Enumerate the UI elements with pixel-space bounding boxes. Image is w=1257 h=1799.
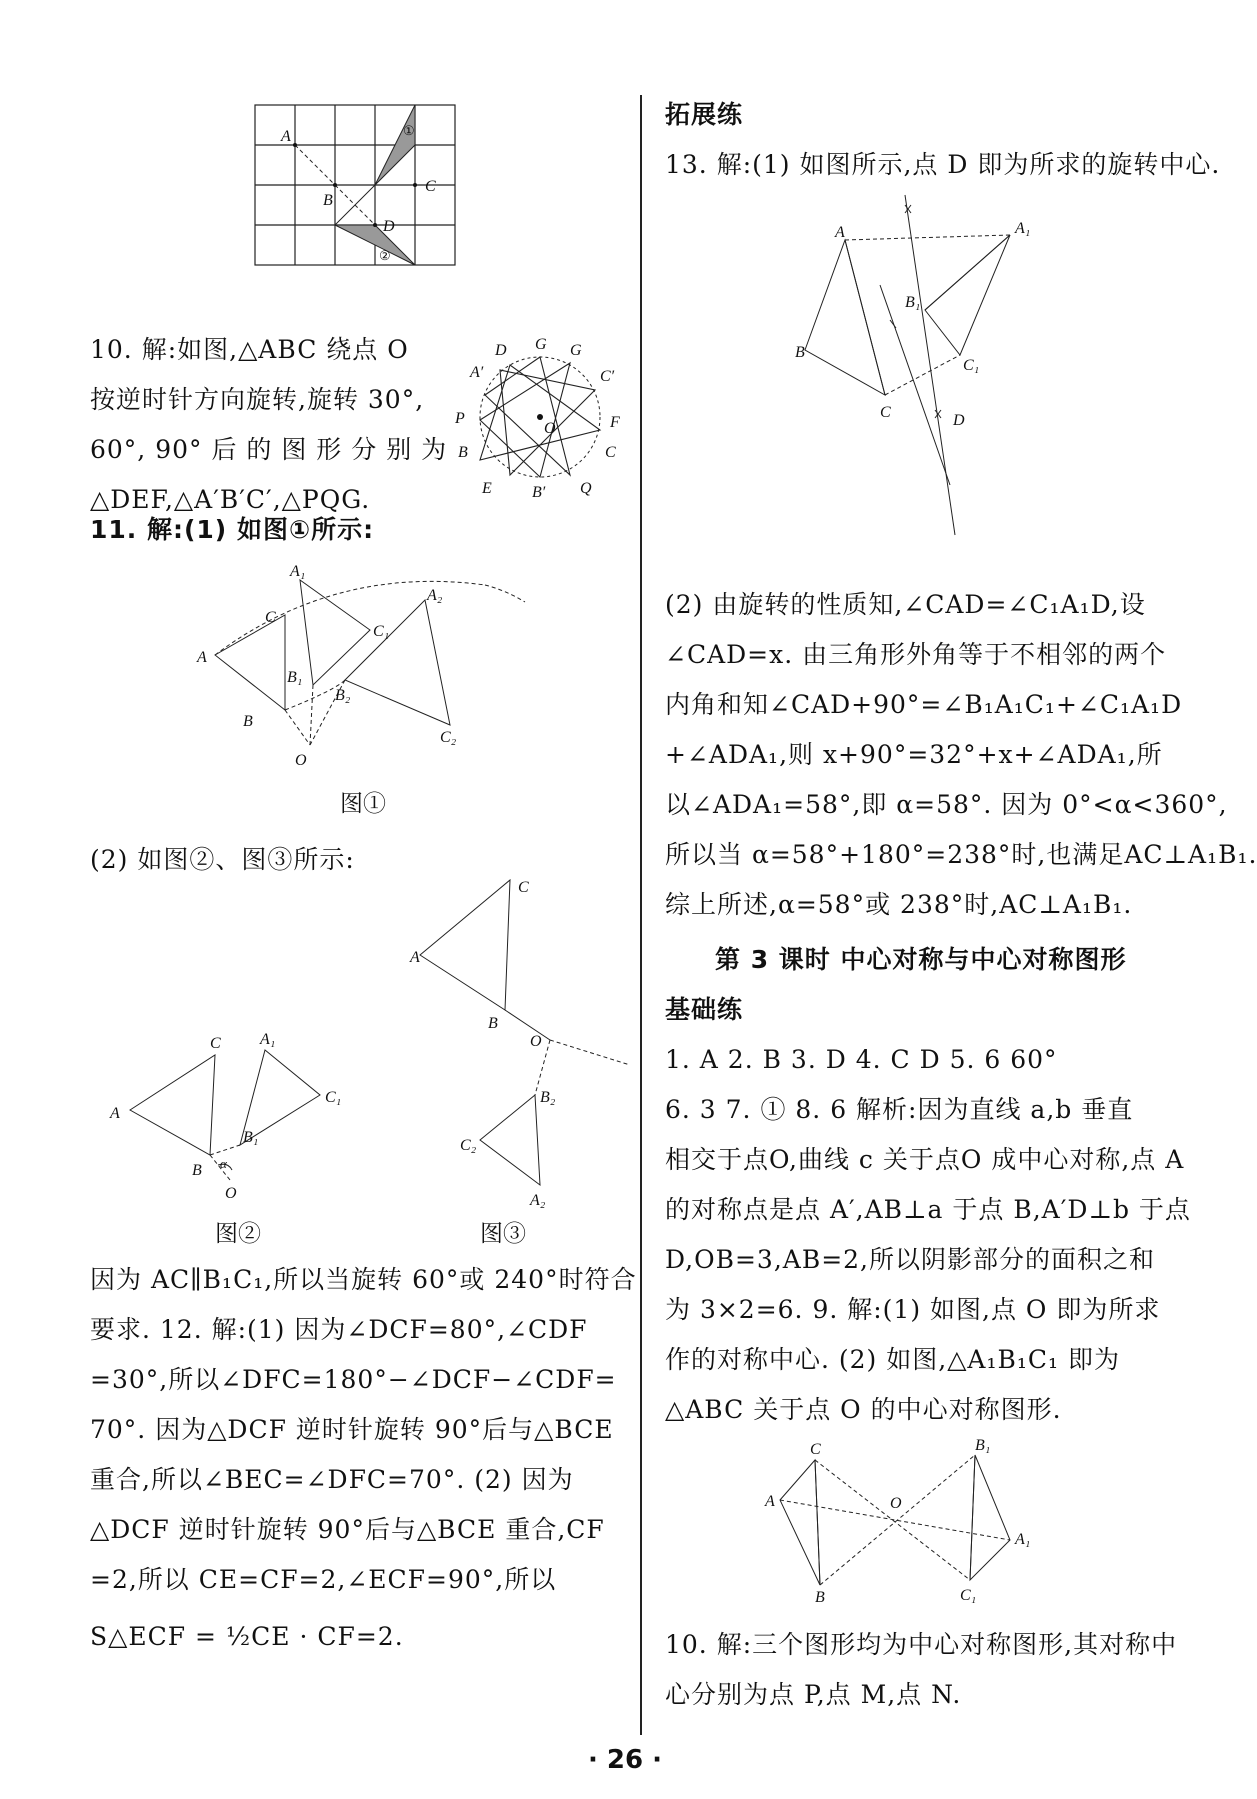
svg-text:①: ① bbox=[403, 123, 415, 138]
svg-text:B: B bbox=[243, 713, 253, 730]
q10-line: 按逆时针方向旋转,旋转 30°, bbox=[90, 385, 425, 414]
text-line: (2) 由旋转的性质知,∠CAD=∠C₁A₁D,设 bbox=[665, 590, 1146, 619]
q10-line: 10. 解:如图,△ABC 绕点 O bbox=[90, 335, 409, 364]
text-line: 重合,所以∠BEC=∠DFC=70°. (2) 因为 bbox=[90, 1465, 574, 1494]
svg-text:F: F bbox=[610, 414, 620, 431]
text-line: =30°,所以∠DFC=180°−∠DCF−∠CDF= bbox=[90, 1365, 617, 1394]
svg-text:B₁: B₁ bbox=[287, 669, 303, 686]
svg-text:O: O bbox=[890, 1495, 902, 1512]
svg-text:C₁: C₁ bbox=[960, 1587, 977, 1604]
svg-text:C: C bbox=[810, 1441, 821, 1458]
svg-text:B₂: B₂ bbox=[335, 687, 351, 704]
svg-text:C: C bbox=[265, 609, 276, 626]
svg-text:G: G bbox=[535, 336, 547, 353]
svg-text:A: A bbox=[281, 128, 291, 145]
q13-intro: 13. 解:(1) 如图所示,点 D 即为所求的旋转中心. bbox=[665, 150, 1221, 179]
figure-2-caption: 图② bbox=[215, 1221, 261, 1247]
svg-text:Q: Q bbox=[580, 480, 592, 497]
svg-text:B: B bbox=[192, 1162, 202, 1179]
text-line: 6. 3 7. ① 8. 6 解析:因为直线 a,b 垂直 bbox=[665, 1095, 1134, 1124]
page-number: · 26 · bbox=[587, 1745, 663, 1775]
svg-text:A₁: A₁ bbox=[1015, 1531, 1031, 1548]
text-line: 的对称点是点 A′,AB⊥a 于点 B,A′D⊥b 于点 bbox=[665, 1195, 1191, 1224]
text-line: △ABC 关于点 O 的中心对称图形. bbox=[665, 1395, 1062, 1424]
svg-text:O: O bbox=[530, 1033, 542, 1050]
section-extend-heading: 拓展练 bbox=[665, 100, 744, 129]
text-line: =2,所以 CE=CF=2,∠ECF=90°,所以 bbox=[90, 1565, 557, 1594]
svg-text:A₁: A₁ bbox=[290, 563, 306, 580]
figure-2 bbox=[110, 1030, 410, 1210]
svg-text:α: α bbox=[220, 1156, 227, 1171]
svg-text:P: P bbox=[455, 410, 465, 427]
svg-text:C: C bbox=[425, 178, 436, 195]
svg-text:O: O bbox=[544, 420, 556, 437]
svg-text:B₁: B₁ bbox=[975, 1437, 991, 1454]
text-line: 内角和知∠CAD+90°=∠B₁A₁C₁+∠C₁A₁D bbox=[665, 690, 1183, 719]
svg-text:D: D bbox=[383, 218, 395, 235]
figure-3-caption: 图③ bbox=[480, 1221, 526, 1247]
svg-text:B: B bbox=[458, 444, 468, 461]
text-line: △DCF 逆时针旋转 90°后与△BCE 重合,CF bbox=[90, 1515, 605, 1544]
svg-text:B₂: B₂ bbox=[540, 1089, 556, 1106]
q13-figure bbox=[795, 195, 1055, 540]
svg-text:B: B bbox=[795, 344, 805, 361]
svg-text:A: A bbox=[835, 224, 845, 241]
svg-text:C₂: C₂ bbox=[460, 1137, 477, 1154]
svg-text:A: A bbox=[197, 649, 207, 666]
q10-line: △DEF,△A′B′C′,△PQG. bbox=[90, 485, 371, 514]
svg-text:C₁: C₁ bbox=[963, 357, 980, 374]
svg-text:A₂: A₂ bbox=[427, 587, 443, 604]
text-line: 以∠ADA₁=58°,即 α=58°. 因为 0°<α<360°, bbox=[665, 790, 1228, 819]
svg-text:B₁: B₁ bbox=[905, 294, 921, 311]
text-line: 因为 AC∥B₁C₁,所以当旋转 60°或 240°时符合 bbox=[90, 1265, 637, 1294]
svg-text:A₁: A₁ bbox=[1015, 220, 1031, 237]
svg-text:B: B bbox=[488, 1015, 498, 1032]
section-basic-heading: 基础练 bbox=[665, 995, 744, 1024]
central-symmetry-figure bbox=[765, 1437, 1065, 1606]
text-line: 作的对称中心. (2) 如图,△A₁B₁C₁ 即为 bbox=[665, 1345, 1120, 1374]
text-line: 1. A 2. B 3. D 4. C D 5. 6 60° bbox=[665, 1045, 1058, 1074]
figure-1 bbox=[195, 563, 615, 770]
text-line: 70°. 因为△DCF 逆时针旋转 90°后与△BCE bbox=[90, 1415, 614, 1444]
svg-text:D: D bbox=[495, 342, 507, 359]
text-line: +∠ADA₁,则 x+90°=32°+x+∠ADA₁,所 bbox=[665, 740, 1163, 769]
svg-text:②: ② bbox=[379, 248, 391, 263]
svg-text:A₂: A₂ bbox=[530, 1192, 546, 1209]
figure-1-caption: 图① bbox=[340, 791, 386, 817]
svg-text:O: O bbox=[225, 1185, 237, 1202]
q10-line: 60°, 90° 后 的 图 形 分 别 为 bbox=[90, 435, 448, 464]
text-line: D,OB=3,AB=2,所以阴影部分的面积之和 bbox=[665, 1245, 1155, 1274]
q11-part2: (2) 如图②、图③所示: bbox=[90, 845, 355, 874]
text-line: 相交于点O,曲线 c 关于点O 成中心对称,点 A bbox=[665, 1145, 1185, 1174]
svg-text:A′: A′ bbox=[470, 364, 484, 381]
svg-text:A: A bbox=[110, 1105, 120, 1122]
lesson-title: 第 3 课时 中心对称与中心对称图形 bbox=[715, 945, 1127, 974]
text-line: ∠CAD=x. 由三角形外角等于不相邻的两个 bbox=[665, 640, 1167, 669]
svg-text:D: D bbox=[953, 412, 965, 429]
svg-text:B: B bbox=[815, 1589, 825, 1606]
text-line: 要求. 12. 解:(1) 因为∠DCF=80°,∠CDF bbox=[90, 1315, 588, 1344]
q11-intro: 11. 解:(1) 如图①所示: bbox=[90, 515, 375, 544]
svg-text:A: A bbox=[410, 949, 420, 966]
text-line: 所以当 α=58°+180°=238°时,也满足AC⊥A₁B₁. bbox=[665, 840, 1257, 869]
svg-text:G: G bbox=[570, 342, 582, 359]
svg-text:B₁: B₁ bbox=[243, 1129, 259, 1146]
star-rotation-figure bbox=[450, 335, 630, 505]
svg-text:E: E bbox=[482, 480, 492, 497]
figure-3 bbox=[410, 879, 650, 1210]
svg-text:C₂: C₂ bbox=[440, 729, 457, 746]
svg-text:C₁: C₁ bbox=[373, 623, 390, 640]
text-line: 心分别为点 P,点 M,点 N. bbox=[665, 1680, 962, 1709]
svg-text:B: B bbox=[323, 192, 333, 209]
text-line: 综上所述,α=58°或 238°时,AC⊥A₁B₁. bbox=[665, 890, 1133, 919]
svg-text:C: C bbox=[210, 1035, 221, 1052]
svg-text:C₁: C₁ bbox=[325, 1089, 342, 1106]
svg-text:A: A bbox=[765, 1493, 775, 1510]
svg-text:C: C bbox=[605, 444, 616, 461]
svg-text:C′: C′ bbox=[600, 368, 615, 385]
text-line: S△ECF = ½CE · CF=2. bbox=[90, 1622, 404, 1651]
grid-rotation-figure bbox=[255, 105, 495, 305]
svg-text:B′: B′ bbox=[532, 484, 546, 501]
text-line: 10. 解:三个图形均为中心对称图形,其对称中 bbox=[665, 1630, 1178, 1659]
svg-text:C: C bbox=[518, 879, 529, 896]
text-line: 为 3×2=6. 9. 解:(1) 如图,点 O 即为所求 bbox=[665, 1295, 1161, 1324]
svg-text:A₁: A₁ bbox=[260, 1031, 276, 1048]
svg-text:C: C bbox=[880, 404, 891, 421]
svg-text:O: O bbox=[295, 752, 307, 769]
